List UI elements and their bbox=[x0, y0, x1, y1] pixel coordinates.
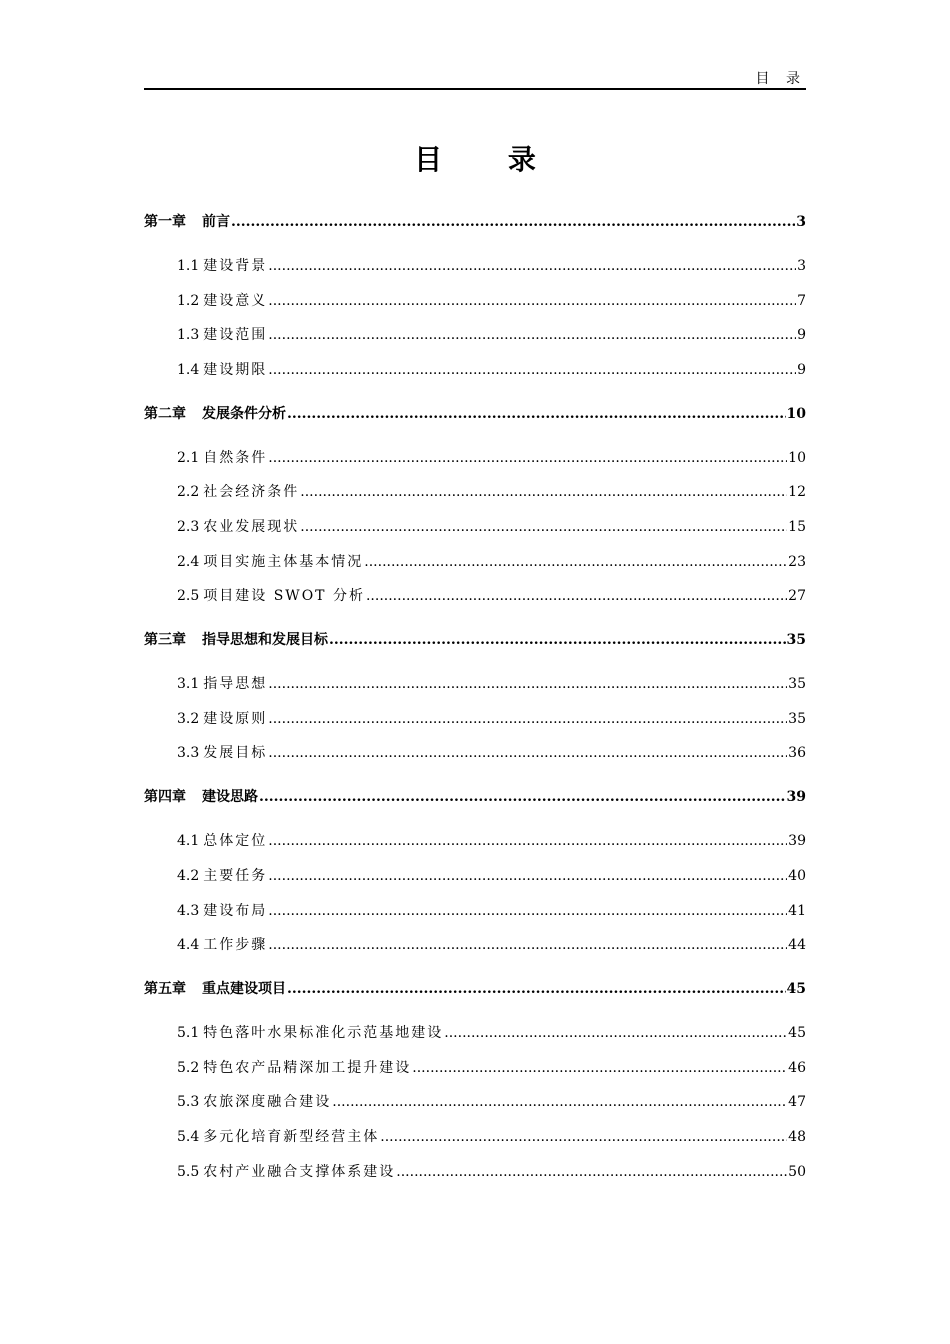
toc-dot-leader bbox=[287, 979, 786, 999]
toc-entry-label: 指导思想 bbox=[203, 676, 268, 692]
toc-entry-number: 2.1 bbox=[177, 450, 200, 466]
toc-entry-label: 建设背景 bbox=[203, 258, 268, 274]
toc-section-entry[interactable] bbox=[177, 901, 806, 921]
toc-entry-label: 总体定位 bbox=[203, 833, 268, 849]
toc-section-entry[interactable] bbox=[177, 831, 806, 851]
toc-section-entry[interactable] bbox=[177, 291, 806, 311]
toc-chapter-entry[interactable] bbox=[144, 212, 806, 232]
toc-entry-page: 36 bbox=[788, 745, 806, 761]
toc-dot-leader bbox=[396, 1162, 787, 1182]
toc-entry-page: 7 bbox=[797, 293, 806, 309]
toc-entry-number: 第三章 bbox=[144, 632, 186, 648]
toc-section-entry[interactable] bbox=[177, 448, 806, 468]
toc-section-entry[interactable] bbox=[177, 517, 806, 537]
toc-entry-page: 41 bbox=[788, 903, 806, 919]
toc-entry-page: 39 bbox=[788, 833, 806, 849]
toc-entry-label: 主要任务 bbox=[203, 868, 268, 884]
toc-entry-page: 45 bbox=[786, 981, 806, 997]
toc-dot-leader bbox=[268, 325, 796, 345]
toc-entry-page: 12 bbox=[788, 484, 806, 500]
toc-entry-number: 1.2 bbox=[177, 293, 200, 309]
toc-entry-number: 5.1 bbox=[177, 1025, 200, 1041]
toc-dot-leader bbox=[268, 935, 787, 955]
toc-section-entry[interactable] bbox=[177, 552, 806, 572]
toc-entry-number: 3.3 bbox=[177, 745, 200, 761]
toc-dot-leader bbox=[380, 1127, 787, 1147]
toc-dot-leader bbox=[268, 674, 787, 694]
toc-entry-number: 1.4 bbox=[177, 362, 200, 378]
toc-title: 目 录 bbox=[414, 143, 564, 176]
toc-entry-page: 48 bbox=[788, 1129, 806, 1145]
toc-dot-leader bbox=[364, 552, 787, 572]
toc-section-entry[interactable] bbox=[177, 866, 806, 886]
toc-entry-label: 建设思路 bbox=[202, 789, 258, 805]
toc-entry-number: 5.2 bbox=[177, 1060, 200, 1076]
toc-dot-leader bbox=[268, 866, 787, 886]
toc-entry-label: 特色落叶水果标准化示范基地建设 bbox=[203, 1025, 444, 1041]
toc-section-entry[interactable] bbox=[177, 743, 806, 763]
toc-entry-number: 第二章 bbox=[144, 406, 186, 422]
toc-entry-label: 前言 bbox=[202, 214, 230, 230]
toc-entry-number: 3.2 bbox=[177, 711, 200, 727]
toc-entry-number: 2.5 bbox=[177, 588, 200, 604]
toc-section-entry[interactable] bbox=[177, 1162, 806, 1182]
toc-entry-label: 项目建设 SWOT 分析 bbox=[203, 588, 365, 604]
toc-entry-number: 4.1 bbox=[177, 833, 200, 849]
toc-entry-label: 重点建设项目 bbox=[202, 981, 286, 997]
toc-entry-page: 27 bbox=[788, 588, 806, 604]
toc-dot-leader bbox=[268, 901, 787, 921]
toc-entry-page: 47 bbox=[788, 1094, 806, 1110]
toc-entry-label: 建设意义 bbox=[203, 293, 268, 309]
toc-dot-leader bbox=[412, 1058, 787, 1078]
toc-entry-page: 23 bbox=[788, 554, 806, 570]
toc-entry-label: 项目实施主体基本情况 bbox=[203, 554, 364, 570]
toc-section-entry[interactable] bbox=[177, 935, 806, 955]
toc-dot-leader bbox=[444, 1023, 787, 1043]
toc-entry-label: 农业发展现状 bbox=[203, 519, 300, 535]
toc-entry-number: 3.1 bbox=[177, 676, 200, 692]
toc-section-entry[interactable] bbox=[177, 1023, 806, 1043]
toc-entry-number: 第一章 bbox=[144, 214, 186, 230]
toc-entry-number: 第四章 bbox=[144, 789, 186, 805]
toc-section-entry[interactable] bbox=[177, 709, 806, 729]
toc-section-entry[interactable] bbox=[177, 586, 806, 606]
running-header: 目 录 bbox=[755, 71, 806, 87]
toc-entry-label: 自然条件 bbox=[203, 450, 268, 466]
toc-section-entry[interactable] bbox=[177, 360, 806, 380]
toc-entry-page: 35 bbox=[788, 676, 806, 692]
toc-entry-label: 建设期限 bbox=[203, 362, 268, 378]
toc-dot-leader bbox=[268, 448, 787, 468]
toc-dot-leader bbox=[231, 212, 795, 232]
toc-entry-label: 建设布局 bbox=[203, 903, 268, 919]
toc-entry-number: 第五章 bbox=[144, 981, 186, 997]
toc-entry-page: 39 bbox=[786, 789, 806, 805]
toc-entry-number: 2.3 bbox=[177, 519, 200, 535]
toc-entry-page: 46 bbox=[788, 1060, 806, 1076]
toc-entry-label: 农旅深度融合建设 bbox=[203, 1094, 332, 1110]
toc-dot-leader bbox=[300, 517, 787, 537]
toc-entry-label: 多元化培育新型经营主体 bbox=[203, 1129, 380, 1145]
toc-section-entry[interactable] bbox=[177, 325, 806, 345]
toc-section-entry[interactable] bbox=[177, 1092, 806, 1112]
toc-entry-number: 2.2 bbox=[177, 484, 200, 500]
toc-dot-leader bbox=[268, 709, 787, 729]
header-rule bbox=[144, 88, 806, 90]
toc-entry-label: 建设原则 bbox=[203, 711, 268, 727]
toc-entry-page: 10 bbox=[788, 450, 806, 466]
toc-entry-page: 35 bbox=[786, 632, 806, 648]
toc-entry-number: 2.4 bbox=[177, 554, 200, 570]
toc-entry-number: 4.2 bbox=[177, 868, 200, 884]
toc-entry-page: 9 bbox=[797, 362, 806, 378]
toc-entry-page: 45 bbox=[788, 1025, 806, 1041]
toc-dot-leader bbox=[329, 630, 786, 650]
toc-chapter-entry[interactable] bbox=[144, 979, 806, 999]
toc-entry-page: 9 bbox=[797, 327, 806, 343]
toc-chapter-entry[interactable] bbox=[144, 630, 806, 650]
toc-dot-leader bbox=[366, 586, 787, 606]
toc-entry-page: 40 bbox=[788, 868, 806, 884]
toc-entry-page: 50 bbox=[788, 1164, 806, 1180]
toc-section-entry[interactable] bbox=[177, 1127, 806, 1147]
toc-dot-leader bbox=[268, 291, 796, 311]
toc-chapter-entry[interactable] bbox=[144, 404, 806, 424]
toc-entry-label: 特色农产品精深加工提升建设 bbox=[203, 1060, 412, 1076]
toc-entry-page: 3 bbox=[796, 214, 806, 230]
toc-entry-label: 发展目标 bbox=[203, 745, 268, 761]
toc-chapter-entry[interactable] bbox=[144, 787, 806, 807]
toc-dot-leader bbox=[259, 787, 786, 807]
toc-entry-label: 社会经济条件 bbox=[203, 484, 300, 500]
toc-entry-label: 发展条件分析 bbox=[202, 406, 286, 422]
toc-dot-leader bbox=[268, 256, 796, 276]
toc-entry-number: 5.5 bbox=[177, 1164, 200, 1180]
toc-entry-number: 5.4 bbox=[177, 1129, 200, 1145]
toc-entry-label: 指导思想和发展目标 bbox=[202, 632, 328, 648]
toc-dot-leader bbox=[268, 743, 787, 763]
toc-section-entry[interactable] bbox=[177, 1058, 806, 1078]
toc-entry-label: 工作步骤 bbox=[203, 937, 268, 953]
toc-entry-label: 建设范围 bbox=[203, 327, 268, 343]
toc-entry-number: 5.3 bbox=[177, 1094, 200, 1110]
toc-entry-number: 1.1 bbox=[177, 258, 200, 274]
toc-dot-leader bbox=[268, 831, 787, 851]
toc-entry-page: 3 bbox=[797, 258, 806, 274]
toc-section-entry[interactable] bbox=[177, 256, 806, 276]
toc-entry-label: 农村产业融合支撑体系建设 bbox=[203, 1164, 396, 1180]
toc-section-entry[interactable] bbox=[177, 482, 806, 502]
toc-section-entry[interactable] bbox=[177, 674, 806, 694]
toc-entry-page: 15 bbox=[788, 519, 806, 535]
toc-entry-page: 10 bbox=[786, 406, 806, 422]
toc-dot-leader bbox=[287, 404, 786, 424]
toc-entry-page: 35 bbox=[788, 711, 806, 727]
toc-dot-leader bbox=[332, 1092, 787, 1112]
toc-dot-leader bbox=[300, 482, 787, 502]
toc-dot-leader bbox=[268, 360, 796, 380]
toc-entry-page: 44 bbox=[788, 937, 806, 953]
toc-entry-number: 1.3 bbox=[177, 327, 200, 343]
toc-entry-number: 4.3 bbox=[177, 903, 200, 919]
toc-entry-number: 4.4 bbox=[177, 937, 200, 953]
